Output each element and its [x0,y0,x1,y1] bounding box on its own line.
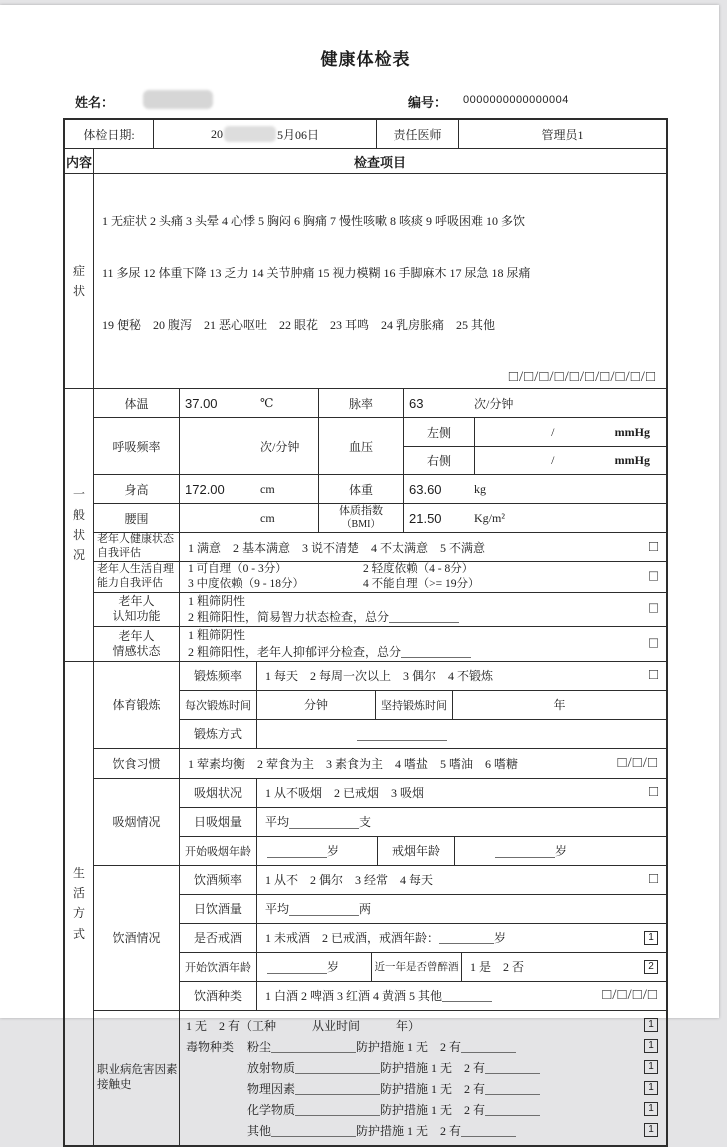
weight-label: 体重 [318,475,403,503]
drinking-start-label: 开始饮酒年龄 [185,961,251,974]
drinking-start-row [180,952,666,981]
bp-left-value[interactable] [474,418,666,446]
toxin-row-other: 其他 防护措施 1 无 2 有 1 [180,1120,666,1141]
drunk-label: 近一年是否曾醉酒 [371,953,461,981]
elderly-cognition-row [94,592,666,626]
smoking-start-label: 开始吸烟年龄 [185,845,251,858]
chemical-code[interactable]: 1 [644,1102,658,1116]
resp-label: 呼吸频率 [112,439,161,454]
pulse-value: 63 [409,395,424,411]
physical-protect-blank[interactable] [485,1081,540,1095]
drinking-label: 饮酒情况 [112,931,161,946]
weight-unit: kg [474,481,486,496]
exercise-persist-value[interactable]: 年 [452,691,666,719]
bp-right-row [404,446,666,475]
elderly-selfcare-label: 老年人生活自理 能力自我评估 [97,563,174,589]
drinking-start-value: 岁 [256,953,371,981]
smoking-start-blank[interactable] [267,844,327,858]
drinking-amount-value: 平均 两 [256,895,666,923]
physical-blank[interactable] [295,1081,380,1095]
drinking-frequency-checkbox[interactable]: □ [648,871,658,888]
symptoms-options [102,178,658,369]
radiation-blank[interactable] [295,1060,380,1074]
exercise-frequency-row [180,662,666,690]
symptoms-group [65,173,666,388]
bmi-label: 体质指数 （BMI） [318,504,403,532]
name-code-row [63,88,668,118]
bp-label: 血压 [318,418,403,474]
drinking-quit-options: 1 未戒酒 2 已戒酒，戒酒年龄： 岁 1 [256,924,666,952]
bmi-value-cell[interactable] [403,504,666,532]
bp-left-unit: mmHg [614,424,650,439]
elderly-emotion-row [94,626,666,661]
page-title: 健康体检表 [320,50,411,69]
smoking-subrows [179,779,666,865]
chemical-protect-blank[interactable] [485,1102,540,1116]
cognition-option1: 1 粗筛阴性 [188,594,246,609]
height-weight-row [94,474,666,503]
smoking-status-row [180,779,666,807]
symptoms-checkboxes[interactable]: □/□/□/□/□/□/□/□/□/□ [508,369,656,386]
smoking-quit-blank[interactable] [495,844,555,858]
bmi-unit: Kg/m² [474,510,505,525]
drinking-type-checkboxes[interactable]: □/□/□/□ [602,987,658,1004]
resp-bp-row [94,417,666,474]
bp-right-slash: / [551,453,555,468]
cognition-option2: 2 粗筛阳性，简易智力状态检查，总分 [188,609,636,625]
smoking-status-checkbox[interactable]: □ [648,784,658,801]
height-unit: cm [260,481,275,496]
date-redaction [224,126,276,142]
drinking-quit-row [180,923,666,952]
elderly-health-label: 老年人健康状态 自我评估 [97,533,174,560]
bp-cell [403,418,666,474]
drinking-start-blank[interactable] [267,960,327,974]
drinking-quit-label: 是否戒酒 [193,931,242,946]
height-value: 172.00 [185,481,225,497]
symptoms-line2: 11 多尿 12 体重下降 13 乏力 14 关节肿痛 15 视力模糊 16 手脚麻木 17 尿急 18 尿痛 [102,265,531,280]
elderly-emotion-options-cell [179,627,666,661]
smoking-start-value: 岁 [256,837,377,865]
radiation-protect-blank[interactable] [485,1060,540,1074]
drinking-quit-age-blank[interactable] [439,930,494,944]
date-prefix: 20 [210,126,223,141]
elderly-emotion-checkbox[interactable]: □ [648,635,658,652]
height-value-cell[interactable] [179,475,318,503]
exercise-mode-value[interactable] [256,720,666,748]
bp-right-label: 右侧 [426,454,451,469]
exercise-subrows [179,662,666,748]
smoking-status-options: 1 从不吸烟 2 已戒烟 3 吸烟 □ [256,779,666,807]
smoking-label: 吸烟情况 [112,815,161,830]
bp-left-slash: / [551,424,555,439]
diet-checkboxes[interactable]: □/□/□ [617,754,658,771]
pulse-label: 脉率 [318,389,403,417]
bp-left-row [404,418,666,446]
elderly-selfcare-options-cell [179,562,666,592]
temp-label: 体温 [124,396,149,411]
lifestyle-group [65,661,666,1145]
exam-date-label: 体检日期: [83,127,135,142]
exercise-frequency-label: 锻炼频率 [193,669,242,684]
dust-protect-blank[interactable] [461,1039,516,1053]
general-group-label: 一般状况 [72,487,85,563]
content-header: 内容 [65,154,92,170]
drinking-subrows [179,866,666,1010]
occupational-block [94,1010,666,1145]
emotion-option2: 2 粗筛阳性，老年人抑郁评分检查，总分 [188,644,636,661]
drinking-type-row [180,981,666,1010]
diet-options: 1 荤素均衡 2 荤食为主 3 素食为主 4 嗜盐 5 嗜油 6 嗜糖 [188,756,519,771]
drinking-frequency-options: 1 从不 2 偶尔 3 经常 4 每天 □ [256,866,666,894]
drinking-quit-code[interactable]: 1 [644,931,658,945]
drinking-type-options: 1 白酒 2 啤酒 3 红酒 4 黄酒 5 其他 □/□/□/□ [256,982,666,1010]
smoking-block [94,778,666,865]
smoking-status-label: 吸烟状况 [193,786,242,801]
resp-unit: 次/分钟 [260,439,300,454]
exercise-mode-blank[interactable] [357,727,447,741]
occupational-content [179,1011,666,1145]
general-status-group [65,388,666,661]
date-suffix: 5月06日 [276,127,319,142]
waist-bmi-row [94,503,666,532]
elderly-health-options: 1 满意 2 基本满意 3 说不清楚 4 不太满意 5 不满意 [188,540,486,555]
bp-right-value[interactable] [474,447,666,475]
temp-value: 37.00 [185,395,218,411]
exercise-frequency-options: 1 每天 2 每周一次以上 3 偶尔 4 不锻炼 □ [256,662,666,690]
smoking-amount-value: 平均 支 [256,808,666,836]
items-header: 检查项目 [93,149,666,173]
diet-row [94,748,666,778]
symptoms-line1: 1 无症状 2 头痛 3 头晕 4 心悸 5 胸闷 6 胸痛 7 慢性咳嗽 8 咳痰 9 呼吸困难 10 多饮 [102,213,526,228]
document-page [0,5,719,1138]
elderly-health-row [94,532,666,561]
waist-value-cell[interactable] [179,504,318,532]
toxin-row-radiation: 放射物质 防护措施 1 无 2 有 1 [180,1057,666,1078]
drinking-amount-row [180,894,666,923]
elderly-cognition-checkbox[interactable]: □ [648,600,658,617]
radiation-code[interactable]: 1 [644,1060,658,1074]
physical-code[interactable]: 1 [644,1081,658,1095]
elderly-emotion-label: 老年人 情感状态 [112,628,161,658]
doctor-label: 责任医师 [376,120,458,148]
diet-label: 饮食习惯 [112,756,161,771]
drinking-frequency-row [180,866,666,894]
occupational-header-code[interactable]: 1 [644,1018,658,1032]
lifestyle-body [93,662,666,1145]
code-label: 编号： [408,95,448,110]
elderly-cognition-options-cell [179,593,666,626]
form-table [63,118,668,1147]
table-header-row [65,148,666,173]
exam-info-row [65,120,666,148]
name-redaction [143,90,213,109]
drunk-options: 1 是 2 否 [470,960,525,975]
drunk-options-cell [461,953,666,981]
elderly-selfcare-checkbox[interactable]: □ [648,568,658,585]
elderly-health-options-cell [179,533,666,561]
exercise-mode-row [180,719,666,748]
elderly-selfcare-row [94,561,666,592]
cognition-score-blank[interactable] [389,609,459,623]
exercise-duration-value[interactable]: 分钟 [256,691,375,719]
temp-unit: ℃ [260,395,274,410]
exam-date-value [153,120,376,148]
pulse-unit: 次/分钟 [474,396,514,411]
drinking-frequency-label: 饮酒频率 [193,873,242,888]
drinking-type-label: 饮酒种类 [193,989,242,1004]
bp-right-unit: mmHg [614,453,650,468]
drinking-amount-blank[interactable] [289,902,359,916]
height-label: 身高 [124,482,149,497]
waist-label: 腰围 [124,511,149,526]
smoking-age-row [180,836,666,865]
emotion-option1: 1 粗筛阴性 [188,627,246,642]
symptoms-group-label: 症状 [72,263,85,299]
smoking-quit-value: 岁 [454,837,666,865]
exercise-frequency-checkbox[interactable]: □ [648,667,658,684]
dust-blank[interactable] [271,1039,356,1053]
toxin-row-chemical: 化学物质 防护措施 1 无 2 有 1 [180,1099,666,1120]
occupational-label: 职业病危害因素 接触史 [97,1064,178,1091]
exercise-duration-label: 每次锻炼时间 [185,699,251,712]
drinking-block [94,865,666,1010]
smoking-quit-label: 戒烟年龄 [377,837,454,865]
exercise-mode-label: 锻炼方式 [193,727,242,742]
selfcare-options-line1: 1 可自理（0 - 3分） 2 轻度依赖（4 - 8分） [188,562,474,575]
name-label: 姓名： [75,95,115,110]
resp-value-cell[interactable] [179,418,318,474]
exercise-duration-row [180,690,666,719]
health-exam-form [63,45,668,1147]
chemical-blank[interactable] [295,1102,380,1116]
exercise-block [94,662,666,748]
code-value: 0000000000000004 [463,94,569,106]
other-protect-blank[interactable] [461,1123,516,1137]
elderly-cognition-label: 老年人 认知功能 [112,594,161,624]
smoking-amount-label: 日吸烟量 [193,815,242,830]
symptoms-cell [93,174,666,388]
exercise-persist-label: 坚持锻炼时间 [375,691,452,719]
bp-left-label: 左侧 [426,425,451,440]
diet-options-cell [179,749,666,778]
lifestyle-group-label: 生活方式 [72,865,85,941]
toxin-row-physical: 物理因素 防护措施 1 无 2 有 1 [180,1078,666,1099]
waist-unit: cm [260,510,275,525]
general-body [93,389,666,661]
emotion-score-blank[interactable] [401,644,471,658]
exercise-label: 体育锻炼 [112,698,161,713]
weight-value: 63.60 [409,481,442,497]
doctor-value: 管理员1 [458,120,666,148]
pulse-value-cell[interactable] [403,389,666,417]
temp-value-cell[interactable] [179,389,318,417]
toxin-row-dust: 毒物种类 粉尘 防护措施 1 无 2 有 1 [180,1036,666,1057]
other-code[interactable]: 1 [644,1123,658,1137]
selfcare-options-line2: 3 中度依赖（9 - 18分） 4 不能自理（>= 19分） [188,577,480,590]
temp-pulse-row [94,389,666,417]
weight-value-cell[interactable] [403,475,666,503]
bmi-value: 21.50 [409,510,442,526]
dust-code[interactable]: 1 [644,1039,658,1053]
elderly-health-checkbox[interactable]: □ [648,538,658,555]
symptoms-line3: 19 便秘 20 腹泻 21 恶心呕吐 22 眼花 23 耳鸣 24 乳房胀痛 25 其他 [102,318,496,333]
drunk-code[interactable]: 2 [644,960,658,974]
drinking-type-blank[interactable] [442,988,492,1002]
smoking-amount-blank[interactable] [289,815,359,829]
other-blank[interactable] [271,1123,356,1137]
smoking-amount-row [180,807,666,836]
occupational-header-line: 1 无 2 有（工种 从业时间 年） 1 [180,1015,666,1036]
drinking-amount-label: 日饮酒量 [193,902,242,917]
